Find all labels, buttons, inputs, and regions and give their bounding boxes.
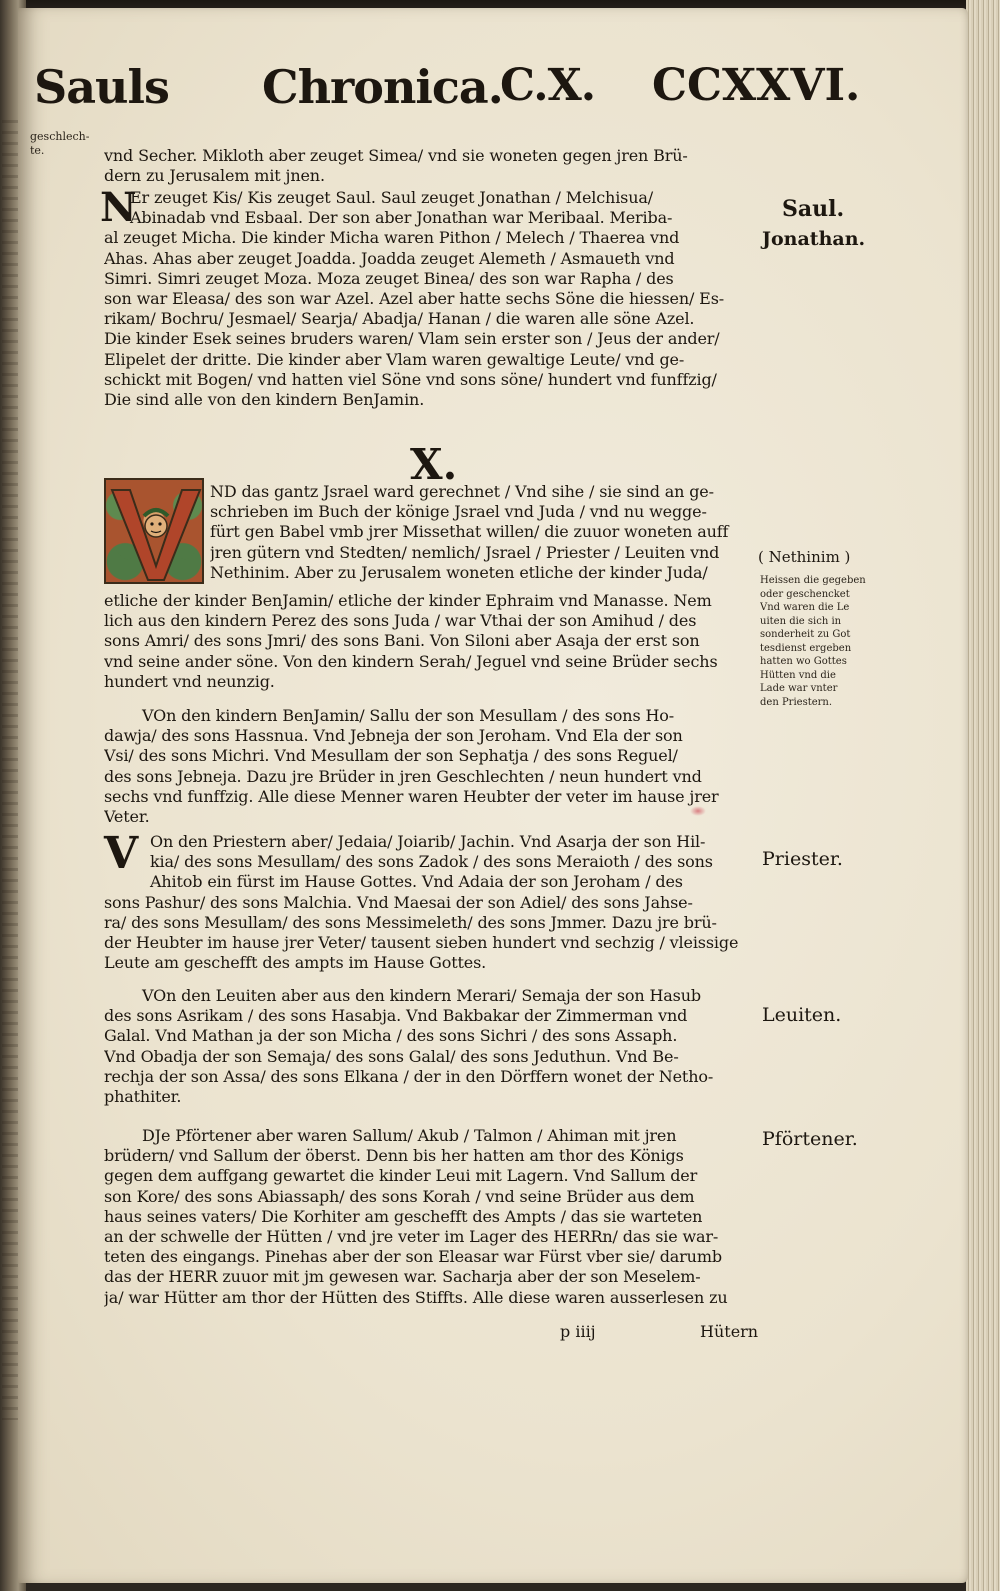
text-line: Vsi/ des sons Michri. Vnd Mesullam der son Sephatja / des sons Reguel/	[104, 746, 678, 766]
paragraph-6	[104, 1126, 760, 1308]
text-line: haus seines vaters/ Die Korhiter am geschefft des Ampts / das sie warteten	[104, 1206, 703, 1226]
text-line: Galal. Vnd Mathan ja der son Micha / des sons Sichri / des sons Assaph.	[104, 1026, 678, 1046]
text-line: brüdern/ vnd Sallum der öberst. Denn bis her hatten am thor des Königs	[104, 1146, 684, 1166]
folio-number: CCXXVI.	[652, 60, 861, 111]
paragraph-5	[104, 986, 760, 1107]
text-line: vnd Secher. Mikloth aber zeuget Simea/ vnd sie woneten gegen jren Brü-	[104, 146, 688, 165]
note-line: den Priestern.	[760, 696, 833, 708]
paragraph-2-indented	[210, 482, 760, 583]
text-line: Simri. Simri zeuget Moza. Moza zeuget Binea/ des son war Rapha / des	[104, 268, 674, 288]
text-line: ra/ des sons Mesullam/ des sons Messimeleth/ des sons Jmmer. Dazu jre brü-	[104, 912, 717, 932]
running-head-left: Sauls	[34, 60, 169, 114]
text-line: gegen dem auffgang gewartet die kinder Leui mit Lagern. Vnd Sallum der	[104, 1166, 698, 1186]
text-line: son Kore/ des sons Abiassaph/ des sons Korah / vnd seine Brüder aus dem	[104, 1186, 695, 1206]
decorated-initial-v	[104, 478, 204, 584]
text-line: dern zu Jerusalem mit jnen.	[104, 166, 325, 186]
note-line: Vnd waren die Le	[760, 602, 850, 613]
text-line: Die kinder Esek seines bruders waren/ Vlam sein erster son / Jeus der ander/	[104, 329, 720, 349]
text-line: On den Priestern aber/ Jedaia/ Joiarib/ Jachin. Vnd Asarja der son Hil-	[150, 832, 706, 851]
text-line: rikam/ Bochru/ Jesmael/ Searja/ Abadja/ Hanan / die waren alle söne Azel.	[104, 309, 695, 329]
margin-nethinim-note	[760, 574, 870, 709]
text-line: Ahas. Ahas aber zeuget Joadda. Joadda zeuget Alemeth / Asmaueth vnd	[104, 248, 675, 268]
text-line: ja/ war Hütter am thor der Hütten des Stiffts. Alle diese waren ausserlesen zu	[104, 1287, 728, 1307]
text-line: rechja der son Assa/ des sons Elkana / der in den Dörffern wonet der Netho-	[104, 1066, 714, 1086]
text-line: son war Eleasa/ des son war Azel. Azel aber hatte sechs Söne die hiessen/ Es-	[104, 288, 725, 308]
red-ink-mark	[690, 806, 706, 816]
text-line: des sons Asrikam / des sons Hasabja. Vnd Bakbakar der Zimmerman vnd	[104, 1006, 688, 1026]
text-line: Die sind alle von den kindern BenJamin.	[104, 389, 425, 409]
note-line: tesdienst ergeben	[760, 642, 852, 654]
text-line: Leute am geschefft des ampts im Hause Gottes.	[104, 953, 487, 973]
text-line: sons Pashur/ des sons Malchia. Vnd Maesai der son Adiel/ des sons Jahse-	[104, 892, 693, 912]
text-line: kia/ des sons Mesullam/ des sons Zadok / des sons Meraioth / des sons	[150, 852, 713, 872]
initial-n: N	[100, 184, 137, 231]
initial-v-priests: V	[104, 828, 139, 879]
paragraph-2-full	[104, 591, 758, 692]
text-line: etliche der kinder BenJamin/ etliche der kinder Ephraim vnd Manasse. Nem	[104, 591, 712, 610]
catchword: Hütern	[700, 1322, 759, 1341]
paragraph-1	[104, 188, 764, 410]
margin-priester: Priester.	[762, 848, 843, 870]
intro-text	[104, 146, 764, 186]
text-line: das der HERR zuuor mit jm gewesen war. Sacharja aber der son Meselem-	[104, 1267, 701, 1287]
margin-leuiten: Leuiten.	[762, 1004, 842, 1026]
chapter-number: X.	[410, 440, 458, 489]
text-line: des sons Jebneja. Dazu jre Brüder in jren Geschlechten / neun hundert vnd	[104, 766, 702, 786]
text-line: ND das gantz Jsrael ward gerechnet / Vnd sihe / sie sind an ge-	[210, 482, 714, 501]
text-line: Nethinim. Aber zu Jerusalem woneten etliche der kinder Juda/	[210, 562, 708, 582]
margin-saul: Saul.	[782, 196, 845, 222]
text-line: Ahitob ein fürst im Hause Gottes. Vnd Adaia der son Jeroham / des	[150, 872, 683, 892]
note-line: Lade war vnter	[760, 683, 838, 694]
right-page-edges	[966, 0, 1000, 1591]
paragraph-3	[104, 706, 760, 827]
text-line: schrieben im Buch der könige Jsrael vnd Juda / vnd nu wegge-	[210, 502, 707, 522]
text-line: hundert vnd neunzig.	[104, 671, 275, 691]
text-line: lich aus den kindern Perez des sons Juda / war Vthai der son Amihud / des	[104, 611, 697, 631]
paragraph-4	[104, 828, 760, 973]
text-line: Veter.	[104, 806, 150, 826]
text-line: dawja/ des sons Hassnua. Vnd Jebneja der son Jeroham. Vnd Ela der son	[104, 726, 683, 746]
text-line: vnd seine ander söne. Von den kindern Serah/ Jeguel vnd seine Brüder sechs	[104, 651, 718, 671]
running-head-center: Chronica.	[262, 60, 503, 114]
note-line: oder geschencket	[760, 588, 850, 600]
note-line: sonderheit zu Got	[760, 629, 851, 640]
text-line: phathiter.	[104, 1086, 182, 1106]
text-line: Abinadab vnd Esbaal. Der son aber Jonathan war Meribaal. Meriba-	[130, 208, 673, 228]
text-line: sons Amri/ des sons Jmri/ des sons Bani. Von Siloni aber Asaja der erst son	[104, 631, 700, 651]
margin-pfoertener: Pförtener.	[762, 1128, 858, 1150]
text-line: al zeuget Micha. Die kinder Micha waren Pithon / Melech / Thaerea vnd	[104, 228, 680, 248]
note-line: Hütten vnd die	[760, 669, 836, 681]
text-line: Vnd Obadja der son Semaja/ des sons Galal/ des sons Jeduthun. Vnd Be-	[104, 1046, 679, 1066]
text-line: schickt mit Bogen/ vnd hatten viel Söne vnd sons söne/ hundert vnd funffzig/	[104, 369, 717, 389]
margin-note-geschlechte: geschlech- te.	[30, 130, 90, 157]
initial-v-ornament	[106, 480, 204, 584]
note-line: hatten wo Gottes	[760, 656, 847, 667]
text-line: Er zeuget Kis/ Kis zeuget Saul. Saul zeuget Jonathan / Melchisua/	[130, 188, 654, 207]
text-line: fürt gen Babel vmb jrer Missethat willen/ die zuuor woneten auff	[210, 522, 729, 542]
note-line: Heissen die gegeben	[760, 575, 866, 586]
margin-jonathan: Jonathan.	[762, 228, 866, 250]
signature-mark: p iiij	[560, 1322, 596, 1341]
text-line: sechs vnd funffzig. Alle diese Menner waren Heubter der veter im hause jrer	[104, 786, 719, 806]
text-line: der Heubter im hause jrer Veter/ tausent sieben hundert vnd sechzig / vleissige	[104, 932, 739, 952]
text-line: Elipelet der dritte. Die kinder aber Vlam waren gewaltige Leute/ vnd ge-	[104, 349, 685, 369]
note-line: uiten die sich in	[760, 615, 842, 627]
text-line: jren gütern vnd Stedten/ nemlich/ Jsrael / Priester / Leuiten vnd	[210, 542, 720, 562]
chapter-label: C.X.	[500, 60, 596, 111]
text-line: an der schwelle der Hütten / vnd jre veter im Lager des HERRn/ das sie war-	[104, 1226, 719, 1246]
text-line: teten des eingangs. Pinehas aber der son Eleasar war Fürst vber sie/ darumb	[104, 1247, 722, 1267]
margin-nethinim-title: ( Nethinim )	[758, 548, 851, 566]
text-line: DJe Pförtener aber waren Sallum/ Akub / Talmon / Ahiman mit jren	[142, 1126, 677, 1145]
text-line: VOn den kindern BenJamin/ Sallu der son Mesullam / des sons Ho-	[142, 706, 674, 725]
text-line: VOn den Leuiten aber aus den kindern Merari/ Semaja der son Hasub	[142, 986, 701, 1005]
